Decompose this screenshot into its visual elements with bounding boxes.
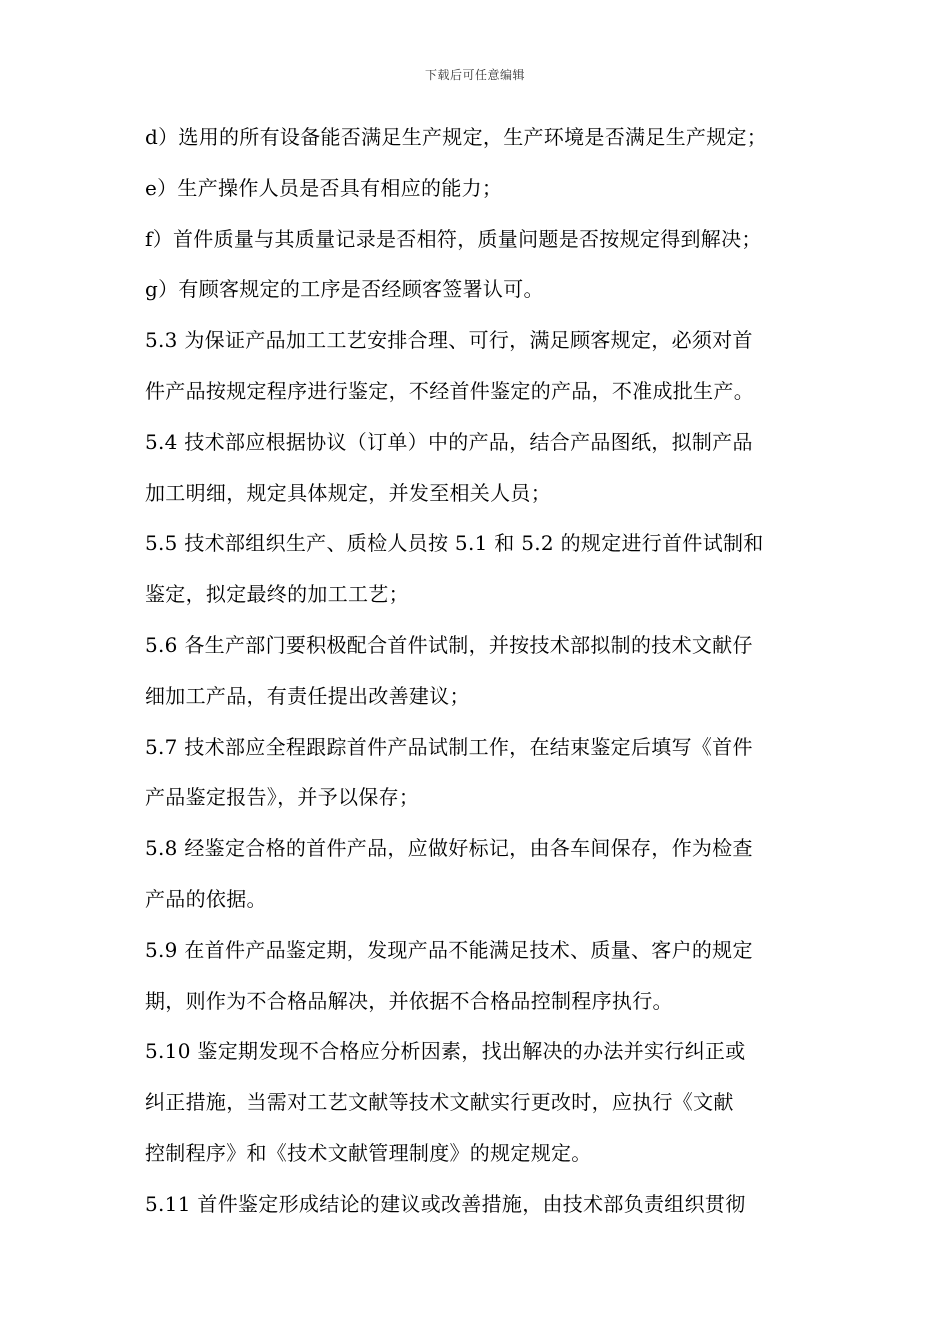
text-line: 期，则作为不合格品解决，并依据不合格品控制程序执行。 [145,988,673,1013]
text-line: 产品鉴定报告》，并予以保存； [145,785,420,810]
text-line: 5.9 在首件产品鉴定期，发现产品不能满足技术、质量、客户的规定 [145,937,753,962]
text-line: d）选用的所有设备能否满足生产规定，生产环境是否满足生产规定； [145,125,768,149]
text-line: 鉴定，拟定最终的加工工艺； [145,582,409,607]
text-line: g）有顾客规定的工序是否经顾客签署认可。 [145,277,544,302]
text-line: 5.5 技术部组织生产、质检人员按 5.1 和 5.2 的规定进行首件试制和 [145,531,764,556]
text-line: e）生产操作人员是否具有相应的能力； [145,175,503,200]
text-line: 加工明细，规定具体规定，并发至相关人员； [145,480,551,505]
text-line: 控制程序》和《技术文献管理制度》的规定规定。 [145,1140,592,1165]
text-line: 5.10 鉴定期发现不合格应分析因素，找出解决的办法并实行纠正或 [145,1039,746,1064]
text-line: 细加工产品，有责任提出改善建议； [145,683,470,708]
text-line: 5.11 首件鉴定形成结论的建议或改善措施，由技术部负责组织贯彻 [145,1191,746,1216]
text-line: 5.8 经鉴定合格的首件产品，应做好标记，由各车间保存，作为检查 [145,836,753,861]
document-body [145,116,817,1234]
text-line: 产品的依据。 [145,886,267,911]
text-line: 纠正措施，当需对工艺文献等技术文献实行更改时，应执行《文献 [145,1090,734,1115]
text-line: 5.7 技术部应全程跟踪首件产品试制工作，在结束鉴定后填写《首件 [145,734,753,759]
page-header: 下载后可任意编辑 [424,68,525,82]
text-line: 件产品按规定程序进行鉴定，不经首件鉴定的产品，不准成批生产。 [145,378,754,403]
text-line: f）首件质量与其质量记录是否相符，质量问题是否按规定得到解决； [145,226,762,251]
text-line: 5.4 技术部应根据协议（订单）中的产品，结合产品图纸，拟制产品 [145,429,753,454]
text-line: 5.6 各生产部门要积极配合首件试制，并按技术部拟制的技术文献仔 [145,632,753,657]
text-line: 5.3 为保证产品加工工艺安排合理、可行，满足顾客规定，必须对首 [145,328,753,353]
